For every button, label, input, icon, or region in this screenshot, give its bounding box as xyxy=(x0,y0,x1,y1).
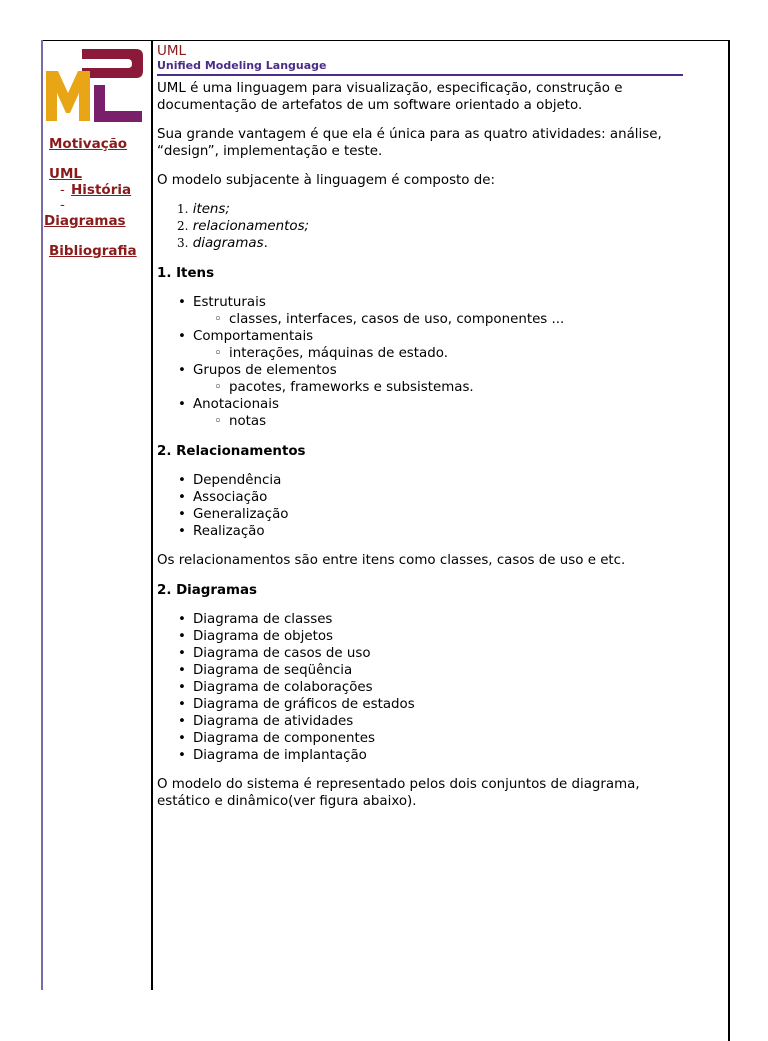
nav-link-motivacao[interactable]: Motivação xyxy=(49,136,128,152)
intro-paragraph-1: UML é uma linguagem para visualização, especificação, construção e documentação de artefatos de um software orientado a objeto. xyxy=(157,81,623,113)
list-item: • Diagrama de classes xyxy=(178,611,697,628)
list-item: • Diagrama de gráficos de estados xyxy=(178,696,697,713)
header-rule xyxy=(157,74,683,76)
list-item: • Diagrama de seqüência xyxy=(178,662,697,679)
list-item: • Estruturais ◦ classes, interfaces, casos de uso, componentes ... xyxy=(178,294,697,328)
section-heading-relacionamentos: 2. Relacionamentos xyxy=(157,444,306,459)
nav-link-bibliografia[interactable]: Bibliografia xyxy=(49,243,137,259)
list-item: • Diagrama de objetos xyxy=(178,628,697,645)
list-item: • Dependência xyxy=(178,472,697,489)
nav-link-diagramas[interactable]: Diagramas xyxy=(44,213,126,229)
list-item: • Diagrama de implantação xyxy=(178,747,697,764)
uml-logo xyxy=(44,43,144,123)
relacionamentos-list xyxy=(157,472,697,540)
sub-list-item: ◦ classes, interfaces, casos de uso, componentes ... xyxy=(214,311,697,328)
nav-dash-diagramas: - xyxy=(60,197,65,213)
list-item: • Comportamentais ◦ interações, máquinas de estado. xyxy=(178,328,697,362)
composition-list xyxy=(157,201,697,252)
nav-dash-historia: - xyxy=(60,182,65,198)
section-heading-diagramas: 2. Diagramas xyxy=(157,583,257,598)
list-item: • Diagrama de casos de uso xyxy=(178,645,697,662)
logo-letter-l xyxy=(94,85,142,122)
list-item: • Diagrama de atividades xyxy=(178,713,697,730)
sub-list-item: ◦ notas xyxy=(214,413,697,430)
frame-left-border xyxy=(41,40,43,990)
diagramas-note: O modelo do sistema é representado pelos dois conjuntos de diagrama, estático e dinâmico(ver figura abaixo). xyxy=(157,777,640,809)
nav-link-historia[interactable]: História xyxy=(71,182,132,198)
sub-list-item: ◦ interações, máquinas de estado. xyxy=(214,345,697,362)
intro-paragraph-3: O modelo subjacente à linguagem é composto de: xyxy=(157,173,495,188)
composition-item: 1. itens; xyxy=(177,202,230,217)
section-heading-itens: 1. Itens xyxy=(157,266,215,281)
list-item: • Diagrama de componentes xyxy=(178,730,697,747)
logo-letter-u xyxy=(82,49,143,78)
list-item: • Generalização xyxy=(178,506,697,523)
list-item: • Realização xyxy=(178,523,697,540)
list-item: • Grupos de elementos ◦ pacotes, frameworks e subsistemas. xyxy=(178,362,697,396)
column-divider xyxy=(151,40,153,990)
list-item: • Associação xyxy=(178,489,697,506)
logo-letter-m xyxy=(46,71,90,121)
sub-list-item: ◦ pacotes, frameworks e subsistemas. xyxy=(214,379,697,396)
page-subtitle: Unified Modeling Language xyxy=(157,59,327,72)
diagramas-list xyxy=(157,611,697,764)
nav-link-uml[interactable]: UML xyxy=(49,166,82,182)
list-item: • Anotacionais ◦ notas xyxy=(178,396,697,430)
intro-paragraph-2: Sua grande vantagem é que ela é única para as quatro atividades: análise, “design”, implementação e teste. xyxy=(157,127,662,159)
list-item: • Diagrama de colaborações xyxy=(178,679,697,696)
relacionamentos-note: Os relacionamentos são entre itens como classes, casos de uso e etc. xyxy=(157,553,626,568)
page-title: UML xyxy=(157,43,187,59)
composition-item: 2. relacionamentos; xyxy=(177,219,310,234)
main-content xyxy=(157,44,697,810)
composition-item: 3. diagramas. xyxy=(177,236,268,251)
itens-list xyxy=(157,294,697,430)
